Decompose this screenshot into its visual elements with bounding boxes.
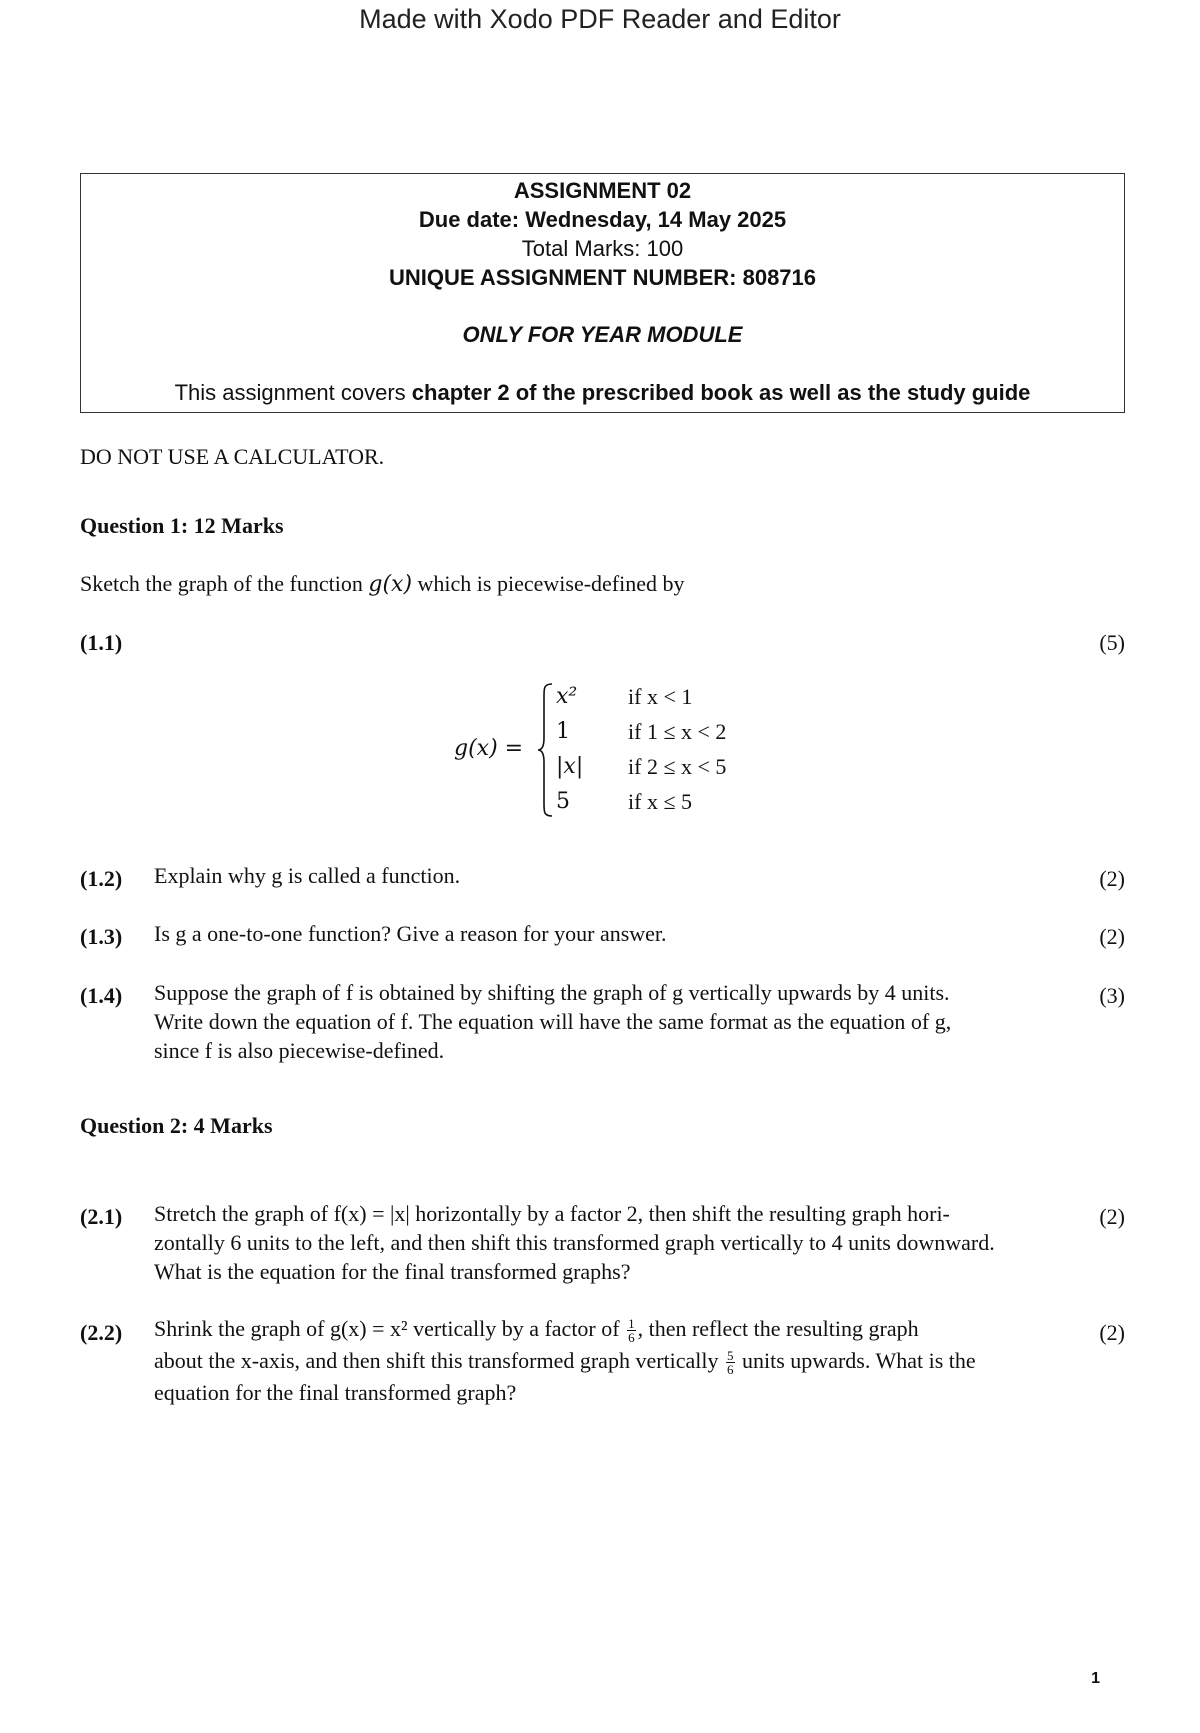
question-1-intro: Sketch the graph of the function g(x) which is piecewise-defined by <box>80 571 685 597</box>
piece-3-expr: |x| <box>556 754 584 779</box>
piece-3-cond: if 2 ≤ x < 5 <box>628 754 727 779</box>
part-1-4-marks: (3) <box>1099 983 1125 1008</box>
part-2-1-text: Stretch the graph of f(x) = |x| horizontally by a factor 2, then shift the resulting graph hori- zontally 6 units to the left, and then shift this transformed graph vertically to 4 units downward. What is the equation for the final transformed graphs? <box>154 1201 995 1284</box>
question-2-title: Question 2: 4 Marks <box>80 1113 273 1138</box>
piece-2-cond: if 1 ≤ x < 2 <box>628 719 727 744</box>
part-1-2-number: (1.2) <box>80 866 123 891</box>
part-2-1-number: (2.1) <box>80 1204 123 1229</box>
piece-1-cond: if x < 1 <box>628 684 693 709</box>
part-2-2-text: Shrink the graph of g(x) = x² vertically by a factor of $\frac{1}{6}$ , then reflect the resulting graph about the x-axis, and then shift this transformed graph vertically $\frac{5}{6}$ units upwards. What is the equation for the final transformed graph? <box>154 1316 976 1405</box>
part-2-2-marks: (2) <box>1099 1320 1125 1345</box>
piece-4-expr: 5 <box>556 789 570 814</box>
fraction-one-sixth: $\frac{1}{6}$ <box>628 1316 635 1346</box>
total-marks: Total Marks: 100 <box>521 236 684 261</box>
part-2-1-marks: (2) <box>1099 1204 1125 1229</box>
assignment-title: ASSIGNMENT 02 <box>513 178 692 203</box>
unique-assignment-number: UNIQUE ASSIGNMENT NUMBER: 808716 <box>388 265 817 290</box>
piecewise-function <box>450 680 770 820</box>
part-1-3-marks: (2) <box>1099 924 1125 949</box>
part-1-3-number: (1.3) <box>80 924 123 949</box>
fraction-five-sixths: $\frac{5}{6}$ <box>727 1348 734 1378</box>
part-1-4-text: Suppose the graph of f is obtained by shifting the graph of g vertically upwards by 4 units. Write down the equation of f. The equation will have the same format as the equation of g, since f is also piecewise-defined. <box>154 980 952 1063</box>
piece-4-cond: if x ≤ 5 <box>628 789 693 814</box>
part-1-1-marks: (5) <box>1099 630 1125 655</box>
part-1-2-marks: (2) <box>1099 866 1125 891</box>
module-type: ONLY FOR YEAR MODULE <box>462 322 743 347</box>
part-1-1-number: (1.1) <box>80 630 123 655</box>
calculator-instruction: DO NOT USE A CALCULATOR. <box>80 444 385 469</box>
piecewise-lhs: g(x) = <box>454 736 524 761</box>
watermark-text: Made with Xodo PDF Reader and Editor <box>359 4 841 34</box>
assignment-header-box <box>80 173 1125 413</box>
part-1-2-text: Explain why g is called a function. <box>154 863 461 888</box>
piecewise-brace <box>536 682 556 818</box>
question-1-title: Question 1: 12 Marks <box>80 513 284 538</box>
part-1-4-number: (1.4) <box>80 983 123 1008</box>
piece-2-expr: 1 <box>556 719 570 744</box>
part-2-2-number: (2.2) <box>80 1320 123 1345</box>
part-1-3-text: Is g a one-to-one function? Give a reason for your answer. <box>154 921 667 946</box>
assignment-coverage: This assignment covers chapter 2 of the prescribed book as well as the study guide <box>174 380 1031 405</box>
piece-1-expr: x² <box>556 684 578 709</box>
due-date: Due date: Wednesday, 14 May 2025 <box>418 207 787 232</box>
page-number: 1 <box>1091 1670 1100 1687</box>
